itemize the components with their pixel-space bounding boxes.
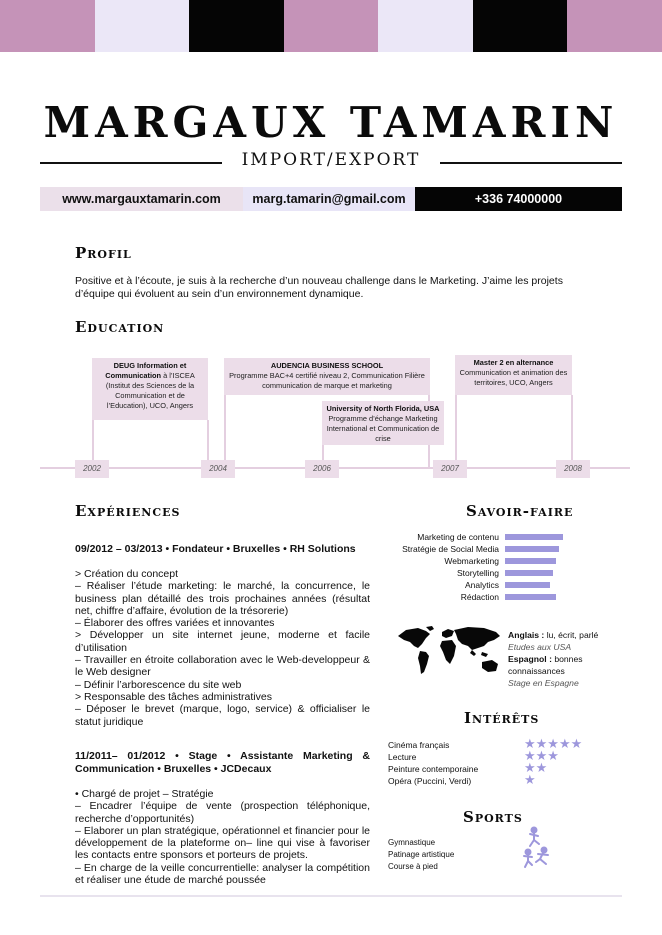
experience-entry (75, 750, 370, 886)
color-block-black (189, 0, 284, 52)
skill-label: Rédaction (460, 592, 499, 602)
skill-label: Webmarketing (444, 556, 499, 566)
experience-item: – Elaborer un plan stratégique, opérationnel et financier pour le développement de la plateforme on– line qui vise à favoriser les contacts entre sponsors et porteurs de projets. (75, 824, 370, 862)
experience-item: • Chargé de projet – Stratégie (75, 788, 214, 800)
timeline-year: 2006 (305, 460, 339, 478)
sports-figures-icon (520, 826, 554, 872)
section-title-experiences: Expériences (75, 502, 181, 520)
education-entry-detail: Programme BAC+4 certifié niveau 2, Communication Filière communication de marque et marketing (229, 371, 425, 390)
interest-label: Cinéma français (388, 740, 450, 750)
education-entry-detail: (Institut des Sciences de la Communication et de l’Education), UCO, Angers (105, 381, 195, 410)
experience-item: – En charge de la veille concurrentielle: analyser la compétition et réaliser une étude de marché poussée (75, 861, 370, 887)
phone-number[interactable]: +336 74000000 (415, 187, 622, 211)
top-color-bar (0, 0, 662, 52)
language-level: bonnes connaissances (508, 654, 583, 676)
skill-row (385, 579, 645, 591)
timeline-stem (224, 395, 226, 468)
job-title: IMPORT/EXPORT (241, 150, 421, 170)
experience-item: – Travailler en étroite collaboration avec le Web-developpeur & le Web designer (75, 654, 370, 679)
website-link[interactable]: www.margauxtamarin.com (40, 187, 243, 211)
profil-text: Positive et à l’écoute, je suis à la recherche d’un nouveau challenge dans le Marketing. J’aime les projets d’équipe qui évoluent au sein d’un environnement dynamique. (75, 275, 563, 300)
section-title-education: Education (75, 318, 165, 336)
language-level: lu, écrit, parlé (546, 630, 599, 640)
candidate-name: MARGAUX TAMARIN (43, 98, 619, 147)
color-block-lavender (95, 0, 190, 52)
sport-item: Gymnastique (388, 838, 436, 847)
skill-bar (505, 594, 556, 600)
star-rating-icon: ★ (524, 772, 536, 787)
education-entry-detail: Programme d’échange Marketing International et Communication de crise (326, 414, 440, 443)
section-title-interets: Intérêts (464, 709, 540, 727)
education-entry (455, 355, 572, 395)
experience-entry (75, 543, 370, 728)
experience-item: > Création du concept (75, 568, 179, 580)
language-name: Anglais : (508, 630, 545, 640)
timeline-year: 2002 (75, 460, 109, 478)
color-block-pink (567, 0, 662, 52)
education-entry-detail: Communication et animation des territoires, UCO, Angers (459, 368, 568, 387)
world-map-icon (396, 624, 504, 680)
interest-label: Lecture (388, 752, 417, 762)
color-block-black (473, 0, 568, 52)
skill-row (385, 591, 645, 603)
experience-item: – Déposer le brevet (marque, logo, service) & officialiser le statut juridique (75, 703, 370, 728)
education-entry-title: Master 2 en alternance (473, 358, 554, 367)
section-title-profil: Profil (75, 244, 132, 262)
education-entry (92, 358, 208, 420)
skill-row (385, 531, 645, 543)
experience-item: – Encadrer l’équipe de vente (prospection téléphonique, recherche d’opportunités) (75, 800, 370, 825)
experience-item: – Réaliser l’étude marketing: le marché, la concurrence, le business plan détaillé des trois prochaines années (résultat net, chiffre d’affaire, évolution de la trésorerie) (75, 580, 370, 617)
section-title-savoir-faire: Savoir-faire (466, 502, 574, 520)
color-block-pink (284, 0, 379, 52)
color-block-pink (0, 0, 95, 52)
experience-item: – Élaborer des offres variées et innovantes (75, 617, 275, 630)
timeline-stem (455, 395, 457, 468)
email-link[interactable]: marg.tamarin@gmail.com (243, 187, 415, 211)
skill-bar (505, 570, 553, 576)
education-entry (322, 401, 444, 445)
language-note: Etudes aux USA (508, 642, 572, 652)
education-entry (224, 358, 430, 395)
experience-item: – Définir l’arborescence du site web (75, 678, 242, 691)
experience-header: 11/2011– 01/2012 • Stage • Assistante Marketing & Communication • Bruxelles • JCDecaux (75, 750, 370, 775)
skill-bar (505, 534, 563, 540)
interest-label: Opéra (Puccini, Verdi) (388, 776, 472, 786)
skill-row (385, 555, 645, 567)
skill-label: Marketing de contenu (417, 532, 499, 542)
star-rating-icon: ★★★ (524, 748, 559, 763)
experience-header: 09/2012 – 03/2013 • Fondateur • Bruxelles • RH Solutions (75, 543, 356, 555)
experience-item: > Développer un site internet jeune, moderne et facile d’utilisation (75, 629, 370, 654)
education-entry-title: DEUG Information et Communication (105, 361, 187, 380)
interest-label: Peinture contemporaine (388, 764, 479, 774)
education-entry-title: AUDENCIA BUSINESS SCHOOL (270, 361, 384, 370)
skill-row (385, 567, 645, 579)
timeline-year: 2008 (556, 460, 590, 478)
education-entry-title: University of North Florida, USA (326, 404, 440, 413)
timeline-year: 2007 (433, 460, 467, 478)
languages-block (508, 629, 638, 689)
language-name: Espagnol : (508, 654, 552, 664)
timeline-stem (571, 395, 573, 468)
skill-label: Storytelling (456, 568, 499, 578)
skill-bar (505, 546, 559, 552)
section-title-sports: Sports (463, 808, 523, 826)
skill-bar (505, 558, 556, 564)
color-block-lavender (378, 0, 473, 52)
skill-row (385, 543, 645, 555)
skill-label: Stratégie de Social Media (402, 544, 499, 554)
education-entry-suffix: à l’ISCEA (161, 371, 195, 380)
language-note: Stage en Espagne (508, 678, 579, 688)
star-rating-icon: ★★★★★ (524, 736, 583, 751)
skill-label: Analytics (464, 580, 499, 590)
star-rating-icon: ★★ (524, 760, 548, 775)
skill-bar (505, 582, 550, 588)
experience-item: > Responsable des tâches administratives (75, 690, 272, 703)
sport-item: Course à pied (388, 862, 438, 871)
timeline-year: 2004 (201, 460, 235, 478)
bottom-divider (40, 895, 622, 897)
sport-item: Patinage artistique (388, 850, 455, 859)
